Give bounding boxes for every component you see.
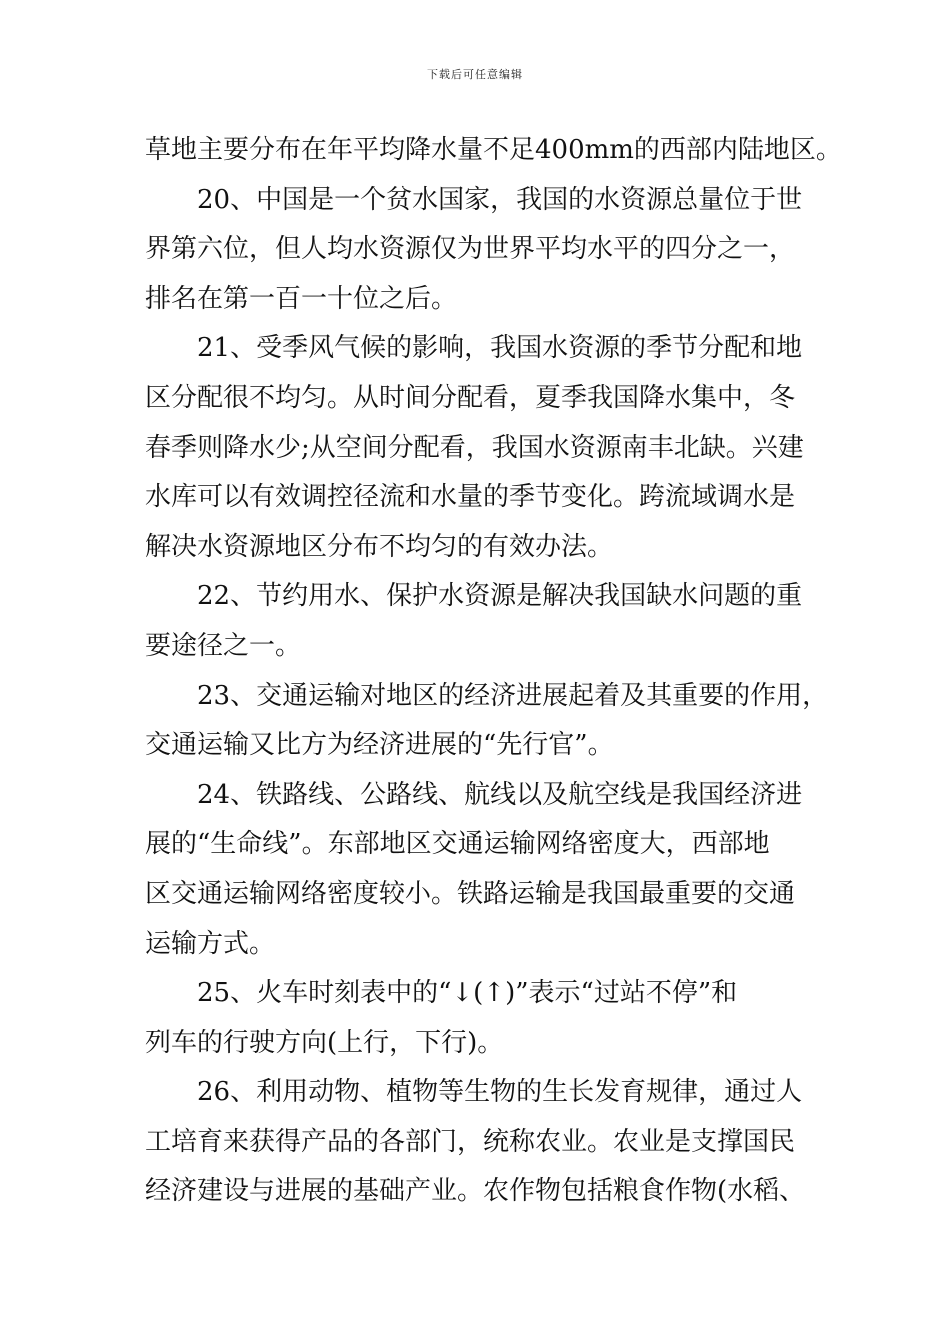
text-line: 草地主要分布在年平均降水量不足400mm的西部内陆地区。 (145, 135, 842, 165)
text-line: 22、节约用水、保护水资源是解决我国缺水问题的重 (197, 581, 803, 612)
text-line: 25、火车时刻表中的“↓(↑)”表示“过站不停”和 (197, 978, 738, 1009)
document-body (145, 126, 842, 1217)
text-line: 春季则降水少;从空间分配看，我国水资源南丰北缺。兴建 (145, 432, 804, 463)
text-line: 经济建设与进展的基础产业。农作物包括粮食作物(水稻、 (145, 1176, 806, 1207)
text-line: 23、交通运输对地区的经济进展起着及其重要的作用， (197, 680, 829, 711)
text-line: 26、利用动物、植物等生物的生长发育规律，通过人 (197, 1077, 803, 1108)
text-line: 交通运输又比方为经济进展的“先行官”。 (145, 730, 614, 761)
text-line: 列车的行驶方向(上行，下行)。 (145, 1027, 504, 1058)
text-line: 运输方式。 (145, 928, 276, 959)
page-header-note: 下载后可任意编辑 (427, 68, 523, 81)
text-line: 排名在第一百一十位之后。 (145, 283, 458, 314)
text-line: 21、受季风气候的影响，我国水资源的季节分配和地 (197, 333, 803, 364)
text-line: 展的“生命线”。东部地区交通运输网络密度大，西部地 (145, 829, 770, 860)
text-line: 界第六位，但人均水资源仅为世界平均水平的四分之一， (145, 234, 796, 265)
text-line: 24、铁路线、公路线、航线以及航空线是我国经济进 (197, 779, 803, 810)
text-line: 工培育来获得产品的各部门，统称农业。农业是支撑国民 (145, 1126, 796, 1157)
text-line: 水库可以有效调控径流和水量的季节变化。跨流域调水是 (145, 482, 796, 513)
text-line: 要途径之一。 (145, 630, 302, 661)
text-line: 区交通运输网络密度较小。铁路运输是我国最重要的交通 (145, 878, 796, 909)
text-line: 解决水资源地区分布不均匀的有效办法。 (145, 531, 614, 562)
text-line: 20、中国是一个贫水国家，我国的水资源总量位于世 (197, 184, 803, 215)
text-line: 区分配很不均匀。从时间分配看，夏季我国降水集中，冬 (145, 382, 796, 413)
